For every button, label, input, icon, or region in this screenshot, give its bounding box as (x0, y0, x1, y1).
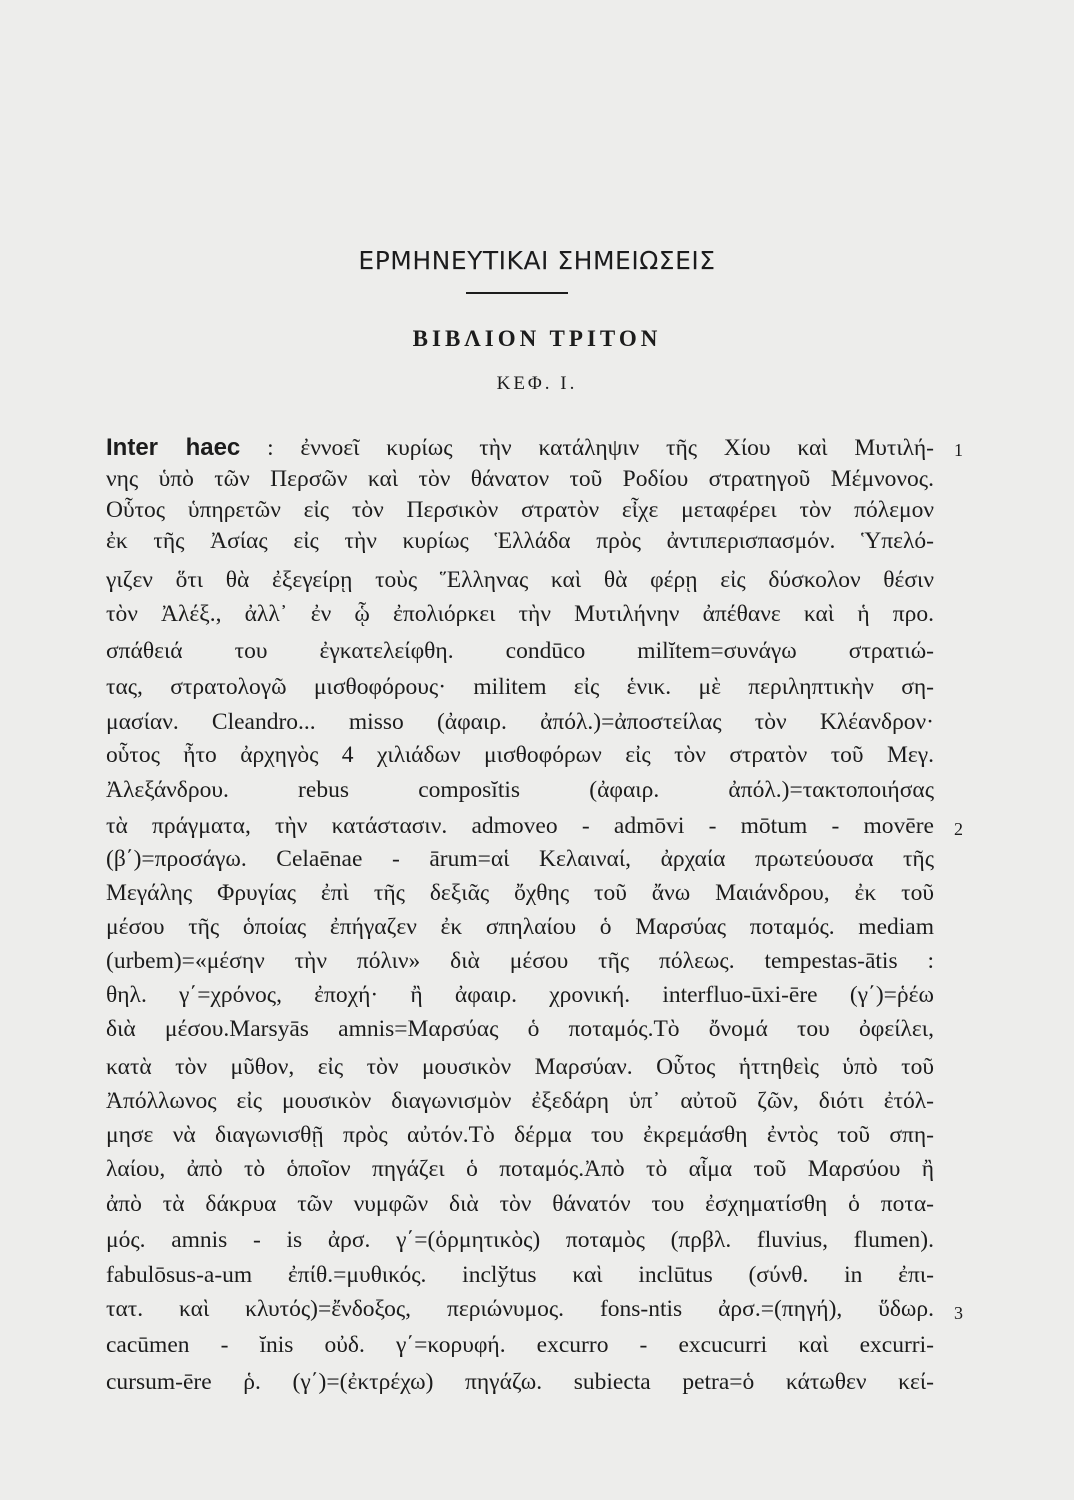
text-line: διὰ μέσου.Marsyās amnis=Μαρσύας ὁ ποταμός.Τὸ ὄνομά του ὀφείλει, (106, 1016, 934, 1042)
text-line: Ἀλεξάνδρου. rebus composĭtis (ἀφαιρ. ἀπόλ.)=τακτοποιήσας (106, 777, 934, 803)
text-line: Μεγάλης Φρυγίας ἐπὶ τῆς δεξιᾶς ὄχθης τοῦ ἄνω Μαιάνδρου, ἐκ τοῦ (106, 880, 934, 906)
lead-phrase: Inter haec (106, 434, 241, 461)
margin-number: 2 (954, 819, 963, 839)
text-line: cursum-ēre ῥ. (γ΄)=(ἐκτρέχω) πηγάζω. subiecta petra=ὁ κάτωθεν κεί- (106, 1369, 934, 1395)
text-line: ἐκ τῆς Ἀσίας εἰς τὴν κυρίως Ἑλλάδα πρὸς ἀντιπερισπασμόν. Ὑπελό- (106, 528, 934, 554)
page-title: ΕΡΜΗΝΕΥΤΙΚΑΙ ΣΗΜΕΙΩΣΕΙΣ (358, 246, 716, 275)
text-line: (β΄)=προσάγω. Celaēnae - ārum=αἱ Κελαιναί, ἀρχαία πρωτεύουσα τῆς (106, 846, 934, 872)
text-line: τὰ πράγματα, τὴν κατάστασιν. admoveo - admōvi - mōtum - movēre (106, 813, 934, 839)
text-line: κατὰ τὸν μῦθον, εἰς τὸν μουσικὸν Μαρσύαν. Οὗτος ἡττηθεὶς ὑπὸ τοῦ (106, 1054, 934, 1080)
text-line: θηλ. γ΄=χρόνος, ἐποχή· ἢ ἀφαιρ. χρονική. interfluo-ūxi-ēre (γ΄)=ῥέω (106, 982, 934, 1008)
text-line: λαίου, ἀπὸ τὸ ὁποῖον πηγάζει ὁ ποταμός.Ἀπὸ τὸ αἷμα τοῦ Μαρσύου ἢ (106, 1156, 934, 1182)
margin-number: 3 (954, 1303, 963, 1323)
margin-number: 1 (954, 440, 963, 460)
text-line: cacūmen - ĭnis οὐδ. γ΄=κορυφή. excurro - excucurri καὶ excurri- (106, 1332, 934, 1358)
text-line: οὗτος ἦτο ἀρχηγὸς 4 χιλιάδων μισθοφόρων εἰς τὸν στρατὸν τοῦ Μεγ. (106, 742, 934, 768)
text-line: fabulōsus-a-um ἐπίθ.=μυθικός. inclўtus καὶ inclūtus (σύνθ. in ἐπι- (106, 1262, 934, 1288)
text-line: μασίαν. Cleandro... misso (ἀφαιρ. ἀπόλ.)=ἀποστείλας τὸν Κλέανδρον· (106, 709, 934, 735)
text-line (106, 434, 934, 462)
text-line: (urbem)=«μέσην τὴν πόλιν» διὰ μέσου τῆς πόλεως. tempestas-ātis : (106, 948, 934, 974)
text-line: μησε νὰ διαγωνισθῇ πρὸς αὐτόν.Τὸ δέρμα του ἐκρεμάσθη ἐντὸς τοῦ σπη- (106, 1122, 934, 1148)
title-divider (466, 292, 568, 294)
text-line: τὸν Ἀλέξ., ἀλλ᾽ ἐν ᾧ ἐπολιόρκει τὴν Μυτιλήνην ἀπέθανε καὶ ἡ προ. (106, 601, 934, 627)
text-line: μέσου τῆς ὁποίας ἐπήγαζεν ἐκ σπηλαίου ὁ Μαρσύας ποταμός. mediam (106, 914, 934, 940)
text-line: νης ὑπὸ τῶν Περσῶν καὶ τὸν θάνατον τοῦ Ροδίου στρατηγοῦ Μέμνονος. (106, 466, 934, 492)
text-line: μός. amnis - is ἀρσ. γ΄=(ὁρμητικὸς) ποταμὸς (πρβλ. fluvius, flumen). (106, 1227, 934, 1253)
text-line: ἀπὸ τὰ δάκρυα τῶν νυμφῶν διὰ τὸν θάνατόν του ἐσχηματίσθη ὁ ποτα- (106, 1191, 934, 1217)
line-text: : ἐννοεῖ κυρίως τὴν κατάληψιν τῆς Χίου καὶ Μυτιλή- (240, 435, 934, 461)
text-line: τατ. καὶ κλυτός)=ἔνδοξος, περιώνυμος. fons-ntis ἀρσ.=(πηγή), ὕδωρ. (106, 1296, 934, 1322)
text-line: τας, στρατολογῶ μισθοφόρους· militem εἰς ἑνικ. μὲ περιληπτικὴν ση- (106, 674, 934, 700)
text-line: Ἀπόλλωνος εἰς μουσικὸν διαγωνισμὸν ἐξεδάρη ὑπ᾽ αὐτοῦ ζῶν, διότι ἐτόλ- (106, 1088, 934, 1114)
chapter-heading: ΚΕΦ. Ι. (496, 373, 578, 394)
text-line: Οὗτος ὑπηρετῶν εἰς τὸν Περσικὸν στρατὸν εἶχε μεταφέρει τὸν πόλεμον (106, 497, 934, 523)
book-heading: ΒΙΒΛΙΟΝ ΤΡΙΤΟΝ (412, 326, 662, 351)
text-line: γιζεν ὅτι θὰ ἐξεγείρῃ τοὺς Ἕλληνας καὶ θὰ φέρῃ εἰς δύσκολον θέσιν (106, 567, 934, 593)
text-line: σπάθειά του ἐγκατελείφθη. condūco milĭtem=συνάγω στρατιώ- (106, 638, 934, 664)
